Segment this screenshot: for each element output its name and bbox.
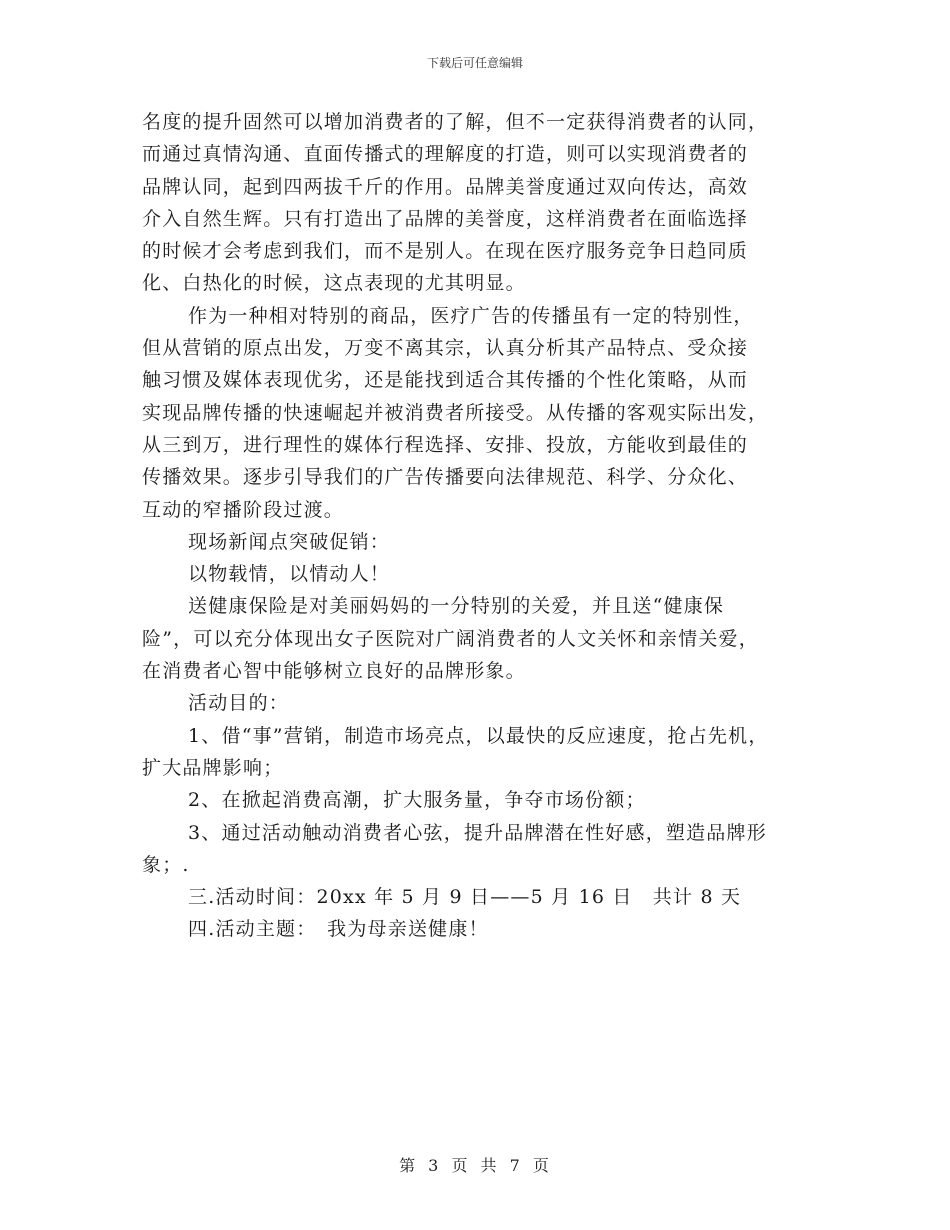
text-line: 传播效果。逐步引导我们的广告传播要向法律规范、科学、分众化、: [142, 466, 749, 489]
text-line: 但从营销的原点出发，万变不离其宗，认真分析其产品特点、受众接: [142, 337, 749, 360]
text-line: 1、借“事”营销，制造市场亮点，以最快的反应速度，抢占先机，: [188, 724, 769, 747]
page-header: 下载后可任意编辑: [426, 56, 523, 70]
text-line: 触习惯及媒体表现优劣，还是能找到适合其传播的个性化策略，从而: [142, 369, 749, 392]
text-line: 送健康保险是对美丽妈妈的一分特别的关爱，并且送“健康保: [188, 595, 725, 618]
text-line: 而通过真情沟通、直面传播式的理解度的打造，则可以实现消费者的: [142, 143, 749, 166]
text-line: 险”，可以充分体现出女子医院对广阔消费者的人文关怀和亲情关爱，: [142, 627, 759, 650]
text-line: 现场新闻点突破促销：: [188, 530, 391, 553]
text-line: 品牌认同，起到四两拔千斤的作用。品牌美誉度通过双向传达，高效: [142, 175, 749, 198]
text-line: 实现品牌传播的快速崛起并被消费者所接受。从传播的客观实际出发，: [142, 401, 769, 424]
text-line: 在消费者心智中能够树立良好的品牌形象。: [142, 660, 526, 683]
text-line: 互动的窄播阶段过渡。: [142, 498, 345, 521]
text-line: 介入自然生辉。只有打造出了品牌的美誉度，这样消费者在面临选择: [142, 207, 749, 230]
page-footer: 第 3 页 共 7 页: [399, 1156, 551, 1175]
text-line: 活动目的：: [188, 692, 290, 715]
text-line: 化、白热化的时候，这点表现的尤其明显。: [142, 272, 526, 295]
text-line: 2、在掀起消费高潮，扩大服务量，争夺市场份额；: [188, 789, 646, 812]
text-line: 的时候才会考虑到我们，而不是别人。在现在医疗服务竞争日趋同质: [142, 240, 749, 263]
text-line: 名度的提升固然可以增加消费者的了解，但不一定获得消费者的认同，: [142, 111, 769, 133]
text-line: 以物载情，以情动人！: [188, 563, 391, 586]
text-line: 扩大品牌影响；: [142, 756, 284, 779]
text-line: 3、通过活动触动消费者心弦，提升品牌潜在性好感，塑造品牌形: [188, 821, 767, 844]
text-line: 三.活动时间：20xx 年 5 月 9 日——5 月 16 日 共计 8 天: [188, 886, 742, 909]
text-line: 从三到万，进行理性的媒体行程选择、安排、投放，方能收到最佳的: [142, 433, 749, 456]
text-line: 作为一种相对特别的商品，医疗广告的传播虽有一定的特别性，: [188, 304, 754, 327]
text-line: 象；.: [142, 853, 190, 876]
document-body: [142, 106, 832, 946]
text-line: 四.活动主题： 我为母亲送健康！: [188, 918, 489, 941]
